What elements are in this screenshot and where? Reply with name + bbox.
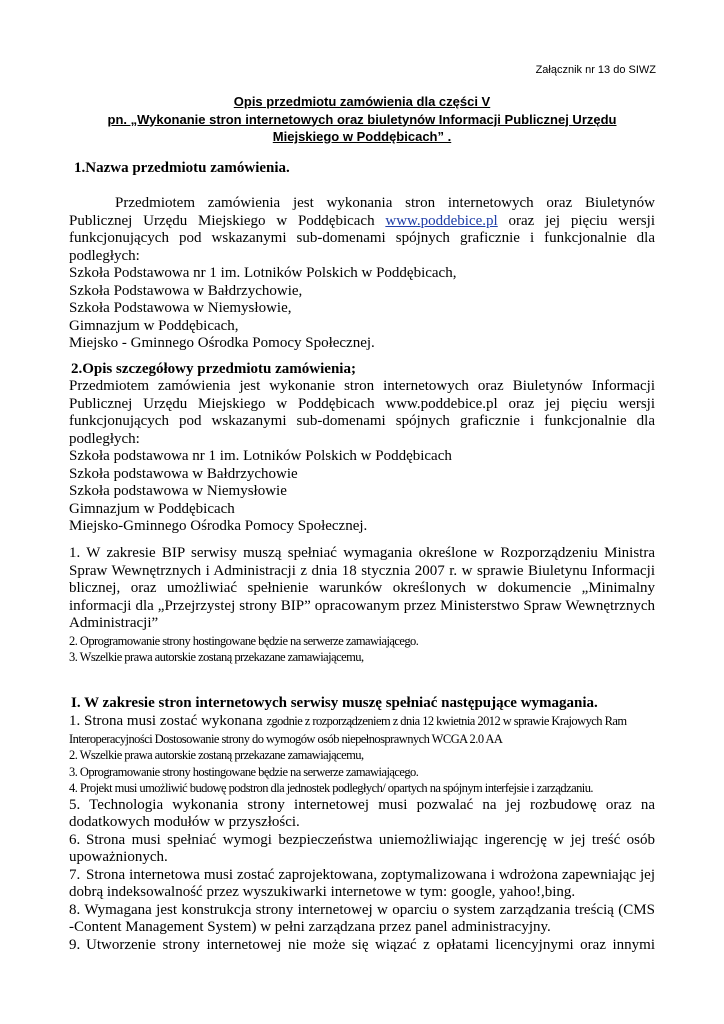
website-link[interactable]: www.poddebice.pl: [385, 212, 498, 229]
section-I-requirements: [69, 713, 655, 954]
paragraph-line: [69, 213, 655, 231]
requirement-number: 7.: [69, 866, 81, 883]
unit-list-item: Szkoła podstawowa w Bałdrzychowie: [69, 465, 298, 482]
title-line: Miejskiego w Poddębicach” .: [272, 129, 452, 144]
requirement-line: Interoperacyjności Dostosowanie strony do wymogów osób niepełnosprawnych WCGA 2.0 AA: [69, 731, 503, 746]
paragraph-line: Publicznej Urzędu Miejskiego w Poddębicach www.poddebice.pl oraz jej pięciu wersji: [69, 395, 655, 412]
paragraph-line: informacji dla „Przejrzystej strony BIP” opracowanym przez Ministerstwo Spraw Wewnętrznych: [69, 597, 655, 614]
requirement-text: zgodnie z rozporządzeniem z dnia 12 kwietnia 2012 w sprawie Krajowych Ram: [266, 714, 627, 728]
section-1-heading: 1.Nazwa przedmiotu zamówienia.: [74, 160, 290, 176]
paragraph-line: funkcjonujących pod wskazanymi sub-domenami spójnych graficznie i funkcjonalnie dla: [69, 413, 655, 429]
requirement-line: 4. Projekt musi umożliwić budowę podstron dla jednostek podległych/ opartych na spójnym interfejsie i zarządzaniu.: [69, 781, 593, 795]
section-I-heading: I. W zakresie stron internetowych serwisy muszę spełniać następujące wymagania.: [71, 695, 598, 711]
paragraph-line: blicznej, oraz umożliwiać spełnienie warunków określonych w dokumencie „Minimalny: [69, 580, 655, 596]
requirement-line: dobrą indeksowalność przez wyszukiwarki internetowe w tym: google, yahoo!,bing.: [69, 884, 576, 900]
requirement-line: [69, 937, 655, 955]
unit-list-item: Szkoła podstawowa nr 1 im. Lotników Polskich w Poddębicach: [69, 448, 452, 464]
requirement-text: Strona musi spełniać wymogi bezpieczeństwa uniemożliwiając ingerencję w jej treść osób: [86, 831, 655, 848]
section-2-paragraph: [69, 378, 655, 536]
title-line: Opis przedmiotu zamówienia dla części V: [233, 94, 491, 109]
unit-list-item: Szkoła Podstawowa w Niemysłowie,: [69, 300, 292, 316]
requirement-line: [69, 832, 655, 850]
section-1-paragraph: [69, 195, 655, 353]
unit-list-item: Miejsko - Gminnego Ośrodka Pomocy Społecznej.: [69, 335, 375, 351]
paragraph-line: Przedmiotem zamówienia jest wykonania stron internetowych oraz Biuletynów: [115, 195, 655, 211]
requirement-line: 5. Technologia wykonania strony internetowej musi pozwalać na jej rozbudowę oraz na: [69, 796, 655, 813]
requirement-number: 1.: [69, 713, 81, 729]
unit-list-item: Szkoła Podstawowa nr 1 im. Lotników Polskich w Poddębicach,: [69, 265, 457, 281]
list-item: 2. Oprogramowanie strony hostingowane będzie na serwerze zamawiającego.: [69, 633, 419, 648]
requirement-line: 2. Wszelkie prawa autorskie zostaną przekazane zamawiającemu,: [69, 748, 364, 762]
unit-list-item: Szkoła podstawowa w Niemysłowie: [69, 483, 287, 499]
unit-list-item: Miejsko-Gminnego Ośrodka Pomocy Społecznej.: [69, 518, 368, 534]
paragraph-text: Publicznej Urzędu Miejskiego w Poddębicach: [69, 212, 386, 229]
paragraph-line: podległych:: [69, 247, 140, 264]
title-line: pn. „Wykonanie stron internetowych oraz biuletynów Informacji Publicznej Urzędu: [107, 111, 617, 127]
paragraph-line: 1. W zakresie BIP serwisy muszą spełniać wymagania określone w Rozporządzeniu Ministra: [69, 545, 655, 561]
requirement-line: [69, 713, 655, 731]
unit-list-item: Gimnazjum w Poddębicach: [69, 500, 235, 517]
paragraph-line: Spraw Wewnętrznych i Administracji z dnia 18 stycznia 2007 r. w sprawie Biuletynu Informacji: [69, 562, 655, 579]
requirement-number: 6.: [69, 831, 81, 848]
paragraph-line: Administracji”: [69, 615, 159, 631]
requirement-text: Utworzenie strony internetowej nie może się wiązać z opłatami licencyjnymi oraz innymi: [86, 936, 655, 953]
list-item: 3. Wszelkie prawa autorskie zostaną przekazane zamawiającemu,: [69, 650, 364, 664]
paragraph-text: oraz jej pięciu wersji: [497, 212, 655, 229]
unit-list-item: Szkoła Podstawowa w Bałdrzychowie,: [69, 282, 303, 299]
requirement-text: Strona musi zostać wykonana: [80, 713, 267, 729]
paragraph-line: funkcjonujących pod wskazanymi sub-domenami spójnych graficznie i funkcjonalnie dla: [69, 230, 655, 246]
paragraph-line: podległych:: [69, 430, 140, 447]
unit-list-item: Gimnazjum w Poddębicach,: [69, 317, 239, 334]
paragraph-line: Przedmiotem zamówienia jest wykonanie stron internetowych oraz Biuletynów Informacji: [69, 378, 655, 394]
requirement-line: 3. Oprogramowanie strony hostingowane będzie na serwerze zamawiającego.: [69, 764, 419, 779]
requirement-number: 9.: [69, 936, 81, 953]
requirement-line: [69, 867, 655, 885]
bip-requirements: [69, 545, 655, 666]
requirement-line: dodatkowych modułów w przyszłości.: [69, 814, 300, 830]
requirement-line: upoważnionych.: [69, 849, 168, 865]
document-title: [60, 93, 664, 146]
requirement-line: -Content Management System) w pełni zarządzana przez panel administracyjny.: [69, 919, 551, 935]
requirement-text: Strona internetowa musi zostać zaprojektowana, zoptymalizowana i wdrożona zapewniając jej: [86, 866, 655, 883]
requirement-line: 8. Wymagana jest konstrukcja strony internetowej w oparciu o system zarządzania treścią (CMS: [69, 901, 655, 918]
section-2-heading: 2.Opis szczegółowy przedmiotu zamówienia;: [71, 361, 356, 377]
annex-label: Załącznik nr 13 do SIWZ: [535, 64, 656, 76]
